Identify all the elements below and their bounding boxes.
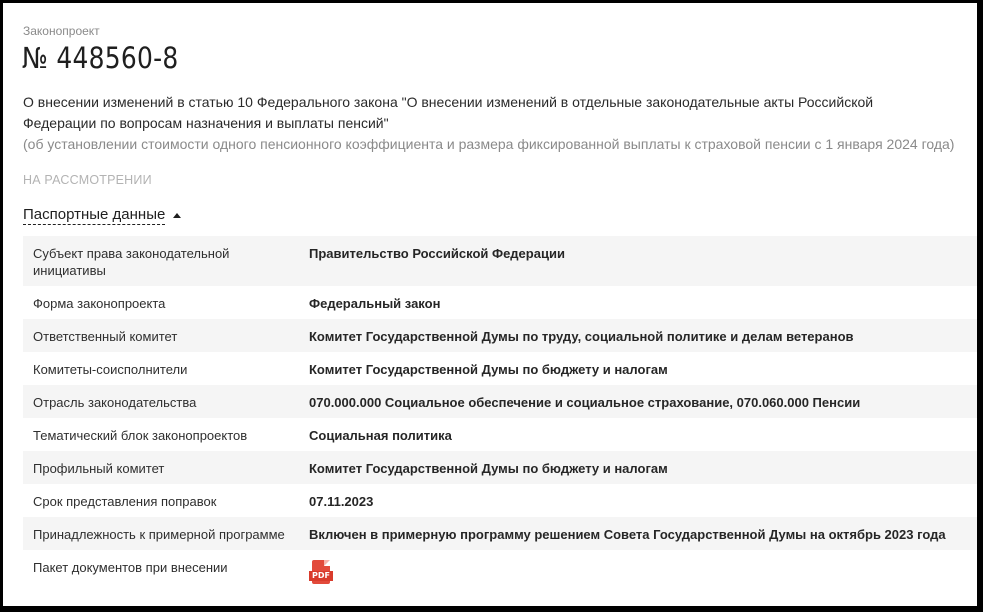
table-row <box>23 236 977 286</box>
pdf-icon[interactable] <box>309 560 333 586</box>
row-value: Социальная политика <box>309 428 452 443</box>
status-badge: НА РАССМОТРЕНИИ <box>23 173 152 187</box>
table-row <box>23 484 977 517</box>
row-key: Тематический блок законопроектов <box>33 428 248 443</box>
caret-up-icon[interactable] <box>173 213 181 218</box>
row-value: Комитет Государственной Думы по бюджету и налогам <box>309 362 668 377</box>
row-key: Комитеты-соисполнители <box>33 362 188 377</box>
pdf-fold <box>324 560 330 566</box>
table-row <box>23 352 977 385</box>
row-value <box>309 559 977 590</box>
passport-table <box>23 236 977 597</box>
row-key: Ответственный комитет <box>33 329 178 344</box>
pdf-label: PDF <box>309 571 333 581</box>
row-value: 07.11.2023 <box>309 494 374 509</box>
row-value: Включен в примерную программу решением Совета Государственной Думы на октябрь 2023 года <box>309 527 946 542</box>
row-key: Форма законопроекта <box>33 296 166 311</box>
table-row <box>23 451 977 484</box>
bill-title: О внесении изменений в статью 10 Федерального закона "О внесении изменений в отдельные законодательные акты Российской Федерации по вопросам назначения и выплаты пенсий" <box>23 94 874 131</box>
row-value: Комитет Государственной Думы по труду, социальной политике и делам ветеранов <box>309 329 854 344</box>
row-value: 070.000.000 Социальное обеспечение и социальное страхование, 070.060.000 Пенсии <box>309 395 861 410</box>
table-row <box>23 286 977 319</box>
table-row <box>23 385 977 418</box>
row-key: Принадлежность к примерной программе <box>33 527 285 542</box>
table-row <box>23 319 977 352</box>
row-key: Отрасль законодательства <box>33 395 197 410</box>
row-key: Субъект права законодательной инициативы <box>33 246 230 278</box>
row-value: Комитет Государственной Думы по бюджету и налогам <box>309 461 668 476</box>
bill-number: № 448560-8 <box>22 41 179 75</box>
row-key: Профильный комитет <box>33 461 165 476</box>
bill-card <box>3 3 977 606</box>
passport-toggle-label[interactable]: Паспортные данные <box>23 206 166 223</box>
table-row <box>23 550 977 597</box>
row-key: Срок представления поправок <box>33 494 217 509</box>
row-value: Федеральный закон <box>309 296 441 311</box>
table-row <box>23 418 977 451</box>
bill-subtitle: (об установлении стоимости одного пенсионного коэффициента и размера фиксированной выплаты к страховой пенсии с 1 января 2024 года) <box>23 136 955 152</box>
table-row <box>23 517 977 550</box>
passport-toggle[interactable] <box>23 206 181 225</box>
row-value: Правительство Российской Федерации <box>309 246 565 261</box>
bill-kicker: Законопроект <box>23 24 100 38</box>
row-key: Пакет документов при внесении <box>33 560 228 575</box>
